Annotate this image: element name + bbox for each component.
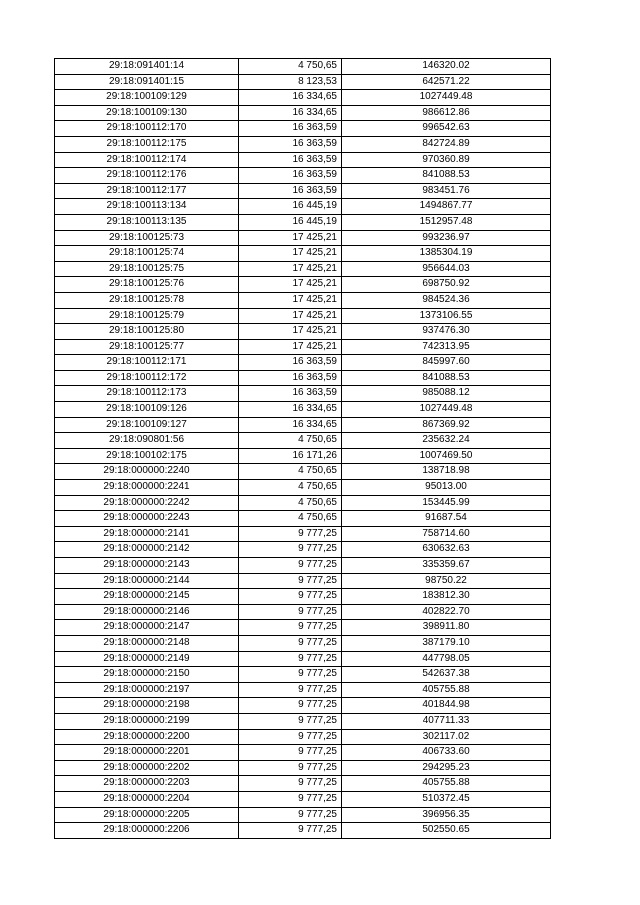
table-row xyxy=(55,308,551,324)
area-cell: 9 777,25 xyxy=(239,542,342,558)
value-cell: 405755.88 xyxy=(342,682,551,698)
table-row xyxy=(55,480,551,496)
data-table xyxy=(54,58,551,839)
cadastral-number-cell: 29:18:100112:176 xyxy=(55,168,239,184)
table-row xyxy=(55,729,551,745)
table-row xyxy=(55,776,551,792)
area-cell: 16 363,59 xyxy=(239,168,342,184)
cadastral-number-cell: 29:18:000000:2201 xyxy=(55,745,239,761)
cadastral-number-cell: 29:18:000000:2142 xyxy=(55,542,239,558)
value-cell: 970360.89 xyxy=(342,152,551,168)
area-cell: 16 334,65 xyxy=(239,417,342,433)
area-cell: 16 363,59 xyxy=(239,355,342,371)
table-row xyxy=(55,324,551,340)
value-cell: 447798.05 xyxy=(342,651,551,667)
cadastral-number-cell: 29:18:100112:173 xyxy=(55,386,239,402)
table-row xyxy=(55,448,551,464)
value-cell: 758714.60 xyxy=(342,526,551,542)
value-cell: 742313.95 xyxy=(342,339,551,355)
area-cell: 8 123,53 xyxy=(239,74,342,90)
table-row xyxy=(55,526,551,542)
value-cell: 91687.54 xyxy=(342,511,551,527)
value-cell: 845997.60 xyxy=(342,355,551,371)
area-cell: 9 777,25 xyxy=(239,589,342,605)
area-cell: 16 363,59 xyxy=(239,386,342,402)
area-cell: 9 777,25 xyxy=(239,667,342,683)
table-row xyxy=(55,511,551,527)
table-row xyxy=(55,292,551,308)
value-cell: 698750.92 xyxy=(342,277,551,293)
area-cell: 9 777,25 xyxy=(239,729,342,745)
area-cell: 9 777,25 xyxy=(239,713,342,729)
area-cell: 17 425,21 xyxy=(239,339,342,355)
cadastral-number-cell: 29:18:000000:2205 xyxy=(55,807,239,823)
area-cell: 16 363,59 xyxy=(239,152,342,168)
area-cell: 17 425,21 xyxy=(239,246,342,262)
value-cell: 642571.22 xyxy=(342,74,551,90)
value-cell: 402822.70 xyxy=(342,604,551,620)
area-cell: 17 425,21 xyxy=(239,324,342,340)
table-row xyxy=(55,339,551,355)
cadastral-number-cell: 29:18:100109:129 xyxy=(55,90,239,106)
cadastral-number-cell: 29:18:100112:175 xyxy=(55,136,239,152)
table-row xyxy=(55,464,551,480)
cadastral-number-cell: 29:18:100125:79 xyxy=(55,308,239,324)
value-cell: 996542.63 xyxy=(342,121,551,137)
cadastral-number-cell: 29:18:100125:80 xyxy=(55,324,239,340)
value-cell: 542637.38 xyxy=(342,667,551,683)
table-row xyxy=(55,121,551,137)
cadastral-number-cell: 29:18:100125:76 xyxy=(55,277,239,293)
cadastral-number-cell: 29:18:091401:15 xyxy=(55,74,239,90)
cadastral-number-cell: 29:18:000000:2204 xyxy=(55,791,239,807)
table-row xyxy=(55,370,551,386)
cadastral-number-cell: 29:18:000000:2143 xyxy=(55,558,239,574)
cadastral-number-cell: 29:18:000000:2202 xyxy=(55,760,239,776)
table-row xyxy=(55,682,551,698)
table-row xyxy=(55,760,551,776)
value-cell: 235632.24 xyxy=(342,433,551,449)
value-cell: 406733.60 xyxy=(342,745,551,761)
table-row xyxy=(55,136,551,152)
area-cell: 4 750,65 xyxy=(239,464,342,480)
table-row xyxy=(55,105,551,121)
table-row xyxy=(55,168,551,184)
cadastral-number-cell: 29:18:100109:130 xyxy=(55,105,239,121)
value-cell: 630632.63 xyxy=(342,542,551,558)
cadastral-number-cell: 29:18:000000:2145 xyxy=(55,589,239,605)
area-cell: 16 363,59 xyxy=(239,121,342,137)
value-cell: 302117.02 xyxy=(342,729,551,745)
area-cell: 9 777,25 xyxy=(239,760,342,776)
area-cell: 16 445,19 xyxy=(239,214,342,230)
cadastral-number-cell: 29:18:000000:2206 xyxy=(55,823,239,839)
area-cell: 9 777,25 xyxy=(239,604,342,620)
value-cell: 396956.35 xyxy=(342,807,551,823)
table-row xyxy=(55,573,551,589)
value-cell: 335359.67 xyxy=(342,558,551,574)
area-cell: 17 425,21 xyxy=(239,277,342,293)
cadastral-number-cell: 29:18:100102:175 xyxy=(55,448,239,464)
table-row xyxy=(55,667,551,683)
value-cell: 153445.99 xyxy=(342,495,551,511)
cadastral-number-cell: 29:18:100125:75 xyxy=(55,261,239,277)
area-cell: 17 425,21 xyxy=(239,261,342,277)
value-cell: 502550.65 xyxy=(342,823,551,839)
cadastral-number-cell: 29:18:100112:177 xyxy=(55,183,239,199)
cadastral-number-cell: 29:18:100125:73 xyxy=(55,230,239,246)
area-cell: 16 334,65 xyxy=(239,90,342,106)
cadastral-number-cell: 29:18:000000:2200 xyxy=(55,729,239,745)
table-row xyxy=(55,651,551,667)
value-cell: 986612.86 xyxy=(342,105,551,121)
table-row xyxy=(55,59,551,75)
table-row xyxy=(55,90,551,106)
table-row xyxy=(55,74,551,90)
table-row xyxy=(55,152,551,168)
cadastral-number-cell: 29:18:000000:2241 xyxy=(55,480,239,496)
cadastral-number-cell: 29:18:000000:2240 xyxy=(55,464,239,480)
cadastral-number-cell: 29:18:100112:172 xyxy=(55,370,239,386)
area-cell: 9 777,25 xyxy=(239,635,342,651)
table-body xyxy=(55,59,551,839)
table-row xyxy=(55,355,551,371)
table-row xyxy=(55,807,551,823)
table-row xyxy=(55,495,551,511)
table-row xyxy=(55,386,551,402)
table-row xyxy=(55,230,551,246)
table-row xyxy=(55,542,551,558)
area-cell: 9 777,25 xyxy=(239,823,342,839)
area-cell: 16 445,19 xyxy=(239,199,342,215)
area-cell: 4 750,65 xyxy=(239,480,342,496)
value-cell: 993236.97 xyxy=(342,230,551,246)
area-cell: 17 425,21 xyxy=(239,292,342,308)
area-cell: 4 750,65 xyxy=(239,433,342,449)
table-row xyxy=(55,183,551,199)
cadastral-number-cell: 29:18:100112:171 xyxy=(55,355,239,371)
table-row xyxy=(55,589,551,605)
area-cell: 16 363,59 xyxy=(239,136,342,152)
value-cell: 401844.98 xyxy=(342,698,551,714)
cadastral-number-cell: 29:18:091401:14 xyxy=(55,59,239,75)
value-cell: 984524.36 xyxy=(342,292,551,308)
area-cell: 9 777,25 xyxy=(239,573,342,589)
area-cell: 16 334,65 xyxy=(239,402,342,418)
table-row xyxy=(55,698,551,714)
cadastral-number-cell: 29:18:100125:77 xyxy=(55,339,239,355)
value-cell: 294295.23 xyxy=(342,760,551,776)
table-row xyxy=(55,261,551,277)
cadastral-number-cell: 29:18:090801:56 xyxy=(55,433,239,449)
value-cell: 841088.53 xyxy=(342,168,551,184)
table-row xyxy=(55,713,551,729)
area-cell: 16 334,65 xyxy=(239,105,342,121)
table-row xyxy=(55,791,551,807)
area-cell: 16 363,59 xyxy=(239,183,342,199)
table-row xyxy=(55,558,551,574)
value-cell: 841088.53 xyxy=(342,370,551,386)
area-cell: 9 777,25 xyxy=(239,526,342,542)
area-cell: 4 750,65 xyxy=(239,511,342,527)
area-cell: 9 777,25 xyxy=(239,776,342,792)
value-cell: 867369.92 xyxy=(342,417,551,433)
value-cell: 98750.22 xyxy=(342,573,551,589)
area-cell: 4 750,65 xyxy=(239,59,342,75)
cadastral-number-cell: 29:18:000000:2197 xyxy=(55,682,239,698)
cadastral-number-cell: 29:18:000000:2242 xyxy=(55,495,239,511)
table-row xyxy=(55,246,551,262)
table-row xyxy=(55,635,551,651)
cadastral-number-cell: 29:18:000000:2141 xyxy=(55,526,239,542)
value-cell: 956644.03 xyxy=(342,261,551,277)
area-cell: 9 777,25 xyxy=(239,651,342,667)
cadastral-number-cell: 29:18:000000:2144 xyxy=(55,573,239,589)
area-cell: 16 171,26 xyxy=(239,448,342,464)
area-cell: 17 425,21 xyxy=(239,308,342,324)
cadastral-number-cell: 29:18:000000:2199 xyxy=(55,713,239,729)
value-cell: 1007469.50 xyxy=(342,448,551,464)
cadastral-number-cell: 29:18:000000:2146 xyxy=(55,604,239,620)
value-cell: 1494867.77 xyxy=(342,199,551,215)
cadastral-number-cell: 29:18:100112:174 xyxy=(55,152,239,168)
cadastral-number-cell: 29:18:000000:2148 xyxy=(55,635,239,651)
value-cell: 510372.45 xyxy=(342,791,551,807)
area-cell: 9 777,25 xyxy=(239,807,342,823)
area-cell: 16 363,59 xyxy=(239,370,342,386)
table-row xyxy=(55,823,551,839)
area-cell: 9 777,25 xyxy=(239,791,342,807)
table-row xyxy=(55,433,551,449)
value-cell: 138718.98 xyxy=(342,464,551,480)
area-cell: 9 777,25 xyxy=(239,745,342,761)
value-cell: 1027449.48 xyxy=(342,402,551,418)
cadastral-number-cell: 29:18:100113:134 xyxy=(55,199,239,215)
table-row xyxy=(55,277,551,293)
area-cell: 9 777,25 xyxy=(239,698,342,714)
table-row xyxy=(55,214,551,230)
value-cell: 985088.12 xyxy=(342,386,551,402)
value-cell: 1512957.48 xyxy=(342,214,551,230)
value-cell: 1385304.19 xyxy=(342,246,551,262)
value-cell: 407711.33 xyxy=(342,713,551,729)
cadastral-number-cell: 29:18:000000:2149 xyxy=(55,651,239,667)
table-row xyxy=(55,199,551,215)
cadastral-number-cell: 29:18:100113:135 xyxy=(55,214,239,230)
value-cell: 405755.88 xyxy=(342,776,551,792)
value-cell: 146320.02 xyxy=(342,59,551,75)
cadastral-number-cell: 29:18:000000:2147 xyxy=(55,620,239,636)
value-cell: 398911.80 xyxy=(342,620,551,636)
value-cell: 842724.89 xyxy=(342,136,551,152)
cadastral-number-cell: 29:18:100109:126 xyxy=(55,402,239,418)
cadastral-number-cell: 29:18:100125:78 xyxy=(55,292,239,308)
cadastral-number-cell: 29:18:000000:2203 xyxy=(55,776,239,792)
value-cell: 1027449.48 xyxy=(342,90,551,106)
table-row xyxy=(55,417,551,433)
area-cell: 9 777,25 xyxy=(239,620,342,636)
cadastral-number-cell: 29:18:000000:2243 xyxy=(55,511,239,527)
value-cell: 387179.10 xyxy=(342,635,551,651)
area-cell: 9 777,25 xyxy=(239,558,342,574)
cadastral-number-cell: 29:18:000000:2150 xyxy=(55,667,239,683)
table-row xyxy=(55,745,551,761)
area-cell: 9 777,25 xyxy=(239,682,342,698)
cadastral-number-cell: 29:18:100109:127 xyxy=(55,417,239,433)
value-cell: 983451.76 xyxy=(342,183,551,199)
table-row xyxy=(55,604,551,620)
value-cell: 95013.00 xyxy=(342,480,551,496)
area-cell: 17 425,21 xyxy=(239,230,342,246)
area-cell: 4 750,65 xyxy=(239,495,342,511)
value-cell: 183812.30 xyxy=(342,589,551,605)
table-row xyxy=(55,620,551,636)
value-cell: 937476.30 xyxy=(342,324,551,340)
cadastral-number-cell: 29:18:100125:74 xyxy=(55,246,239,262)
cadastral-number-cell: 29:18:100112:170 xyxy=(55,121,239,137)
cadastral-number-cell: 29:18:000000:2198 xyxy=(55,698,239,714)
value-cell: 1373106.55 xyxy=(342,308,551,324)
table-row xyxy=(55,402,551,418)
